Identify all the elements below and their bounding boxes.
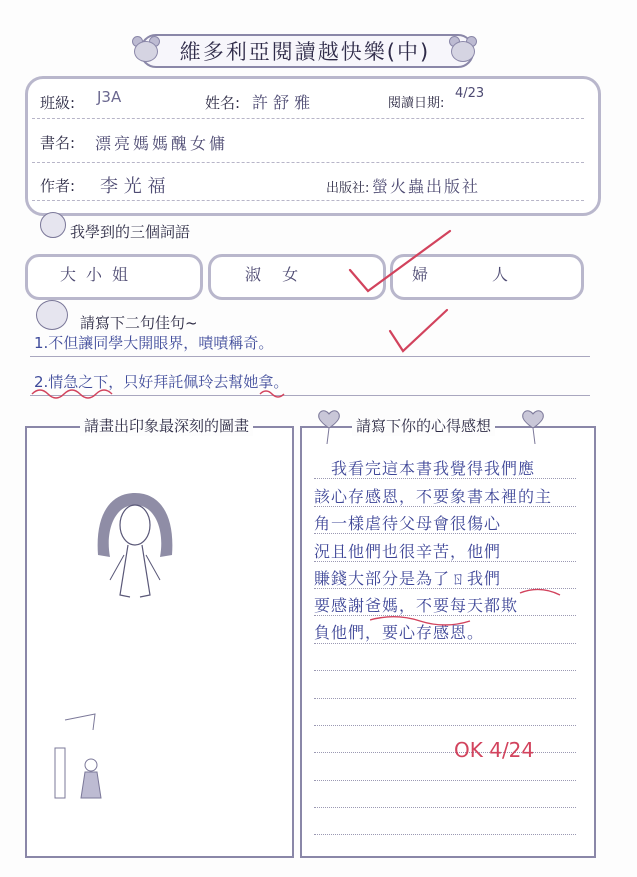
corner-illustration bbox=[45, 710, 115, 805]
reflection-line: 角一樣虐待父母會很傷心 bbox=[314, 514, 502, 533]
word-1: 大小姐 bbox=[60, 265, 139, 284]
date-value: 4/23 bbox=[455, 86, 485, 101]
divider bbox=[32, 200, 584, 201]
page-title: 維多利亞閱讀越快樂(中) bbox=[179, 40, 431, 64]
underline-squiggle bbox=[30, 386, 290, 402]
reflection-line: 負他們，要心存感恩。 bbox=[314, 623, 485, 642]
teacher-mark: OK 4/24 bbox=[454, 738, 535, 762]
writing-rule bbox=[314, 506, 576, 507]
book-label: 書名: bbox=[40, 134, 76, 152]
child-face-icon bbox=[36, 300, 68, 330]
reflection-heading: 請寫下你的心得感想 bbox=[352, 415, 495, 436]
name-value: 許 舒 雅 bbox=[252, 93, 311, 112]
writing-rule bbox=[314, 780, 576, 781]
writing-rule bbox=[314, 643, 576, 644]
word-2: 淑 女 bbox=[245, 265, 307, 284]
writing-rule bbox=[314, 698, 576, 699]
sentences-heading: 請寫下二句佳句~ bbox=[80, 314, 198, 332]
divider bbox=[32, 118, 584, 119]
writing-rule bbox=[314, 478, 576, 479]
name-label: 姓名: bbox=[205, 94, 241, 112]
sentence-1: 1.不但讓同學大開眼界，嘖嘖稱奇。 bbox=[34, 334, 274, 352]
drawing-heading: 請畫出印象最深刻的圖畫 bbox=[80, 415, 253, 436]
writing-rule bbox=[314, 725, 576, 726]
girl-drawing bbox=[90, 485, 180, 615]
writing-rule bbox=[314, 807, 576, 808]
class-label: 班級: bbox=[40, 94, 76, 112]
author-value: 李 光 福 bbox=[100, 176, 166, 197]
book-value: 漂亮媽媽醜女傭 bbox=[95, 134, 229, 153]
reflection-line: 賺錢大部分是為了ㄖ我們 bbox=[314, 569, 502, 588]
reflection-line: 該心存感恩，不要象書本裡的主 bbox=[314, 487, 553, 506]
divider bbox=[32, 162, 584, 163]
heart-balloon-icon bbox=[518, 406, 548, 446]
writing-rule bbox=[314, 670, 576, 671]
sentence-rule bbox=[30, 356, 590, 357]
publisher-value: 螢火蟲出版社 bbox=[372, 177, 481, 196]
teacher-check-mark bbox=[385, 306, 455, 356]
teacher-check-mark bbox=[340, 225, 460, 300]
writing-rule bbox=[314, 752, 576, 753]
reflection-line: 況且他們也很辛苦，他們 bbox=[314, 542, 502, 561]
reflection-line: 要感謝爸媽，不要每天都欺 bbox=[314, 596, 519, 615]
author-label: 作者: bbox=[40, 177, 76, 195]
teacher-corrections bbox=[370, 525, 580, 635]
reflection-line: 我看完這本書我覺得我們應 bbox=[314, 459, 536, 478]
class-value: J3A bbox=[97, 88, 122, 106]
word-3: 婦 人 bbox=[412, 265, 509, 284]
writing-rule bbox=[314, 834, 576, 835]
monkey-icon bbox=[40, 212, 66, 238]
words-heading: 我學到的三個詞語 bbox=[70, 223, 191, 241]
sentence-2: 2.情急之下，只好拜託佩玲去幫她拿。 bbox=[34, 373, 289, 391]
date-label: 閱讀日期: bbox=[388, 96, 445, 111]
publisher-label: 出版社: bbox=[326, 181, 370, 196]
heart-balloon-icon bbox=[314, 406, 344, 446]
